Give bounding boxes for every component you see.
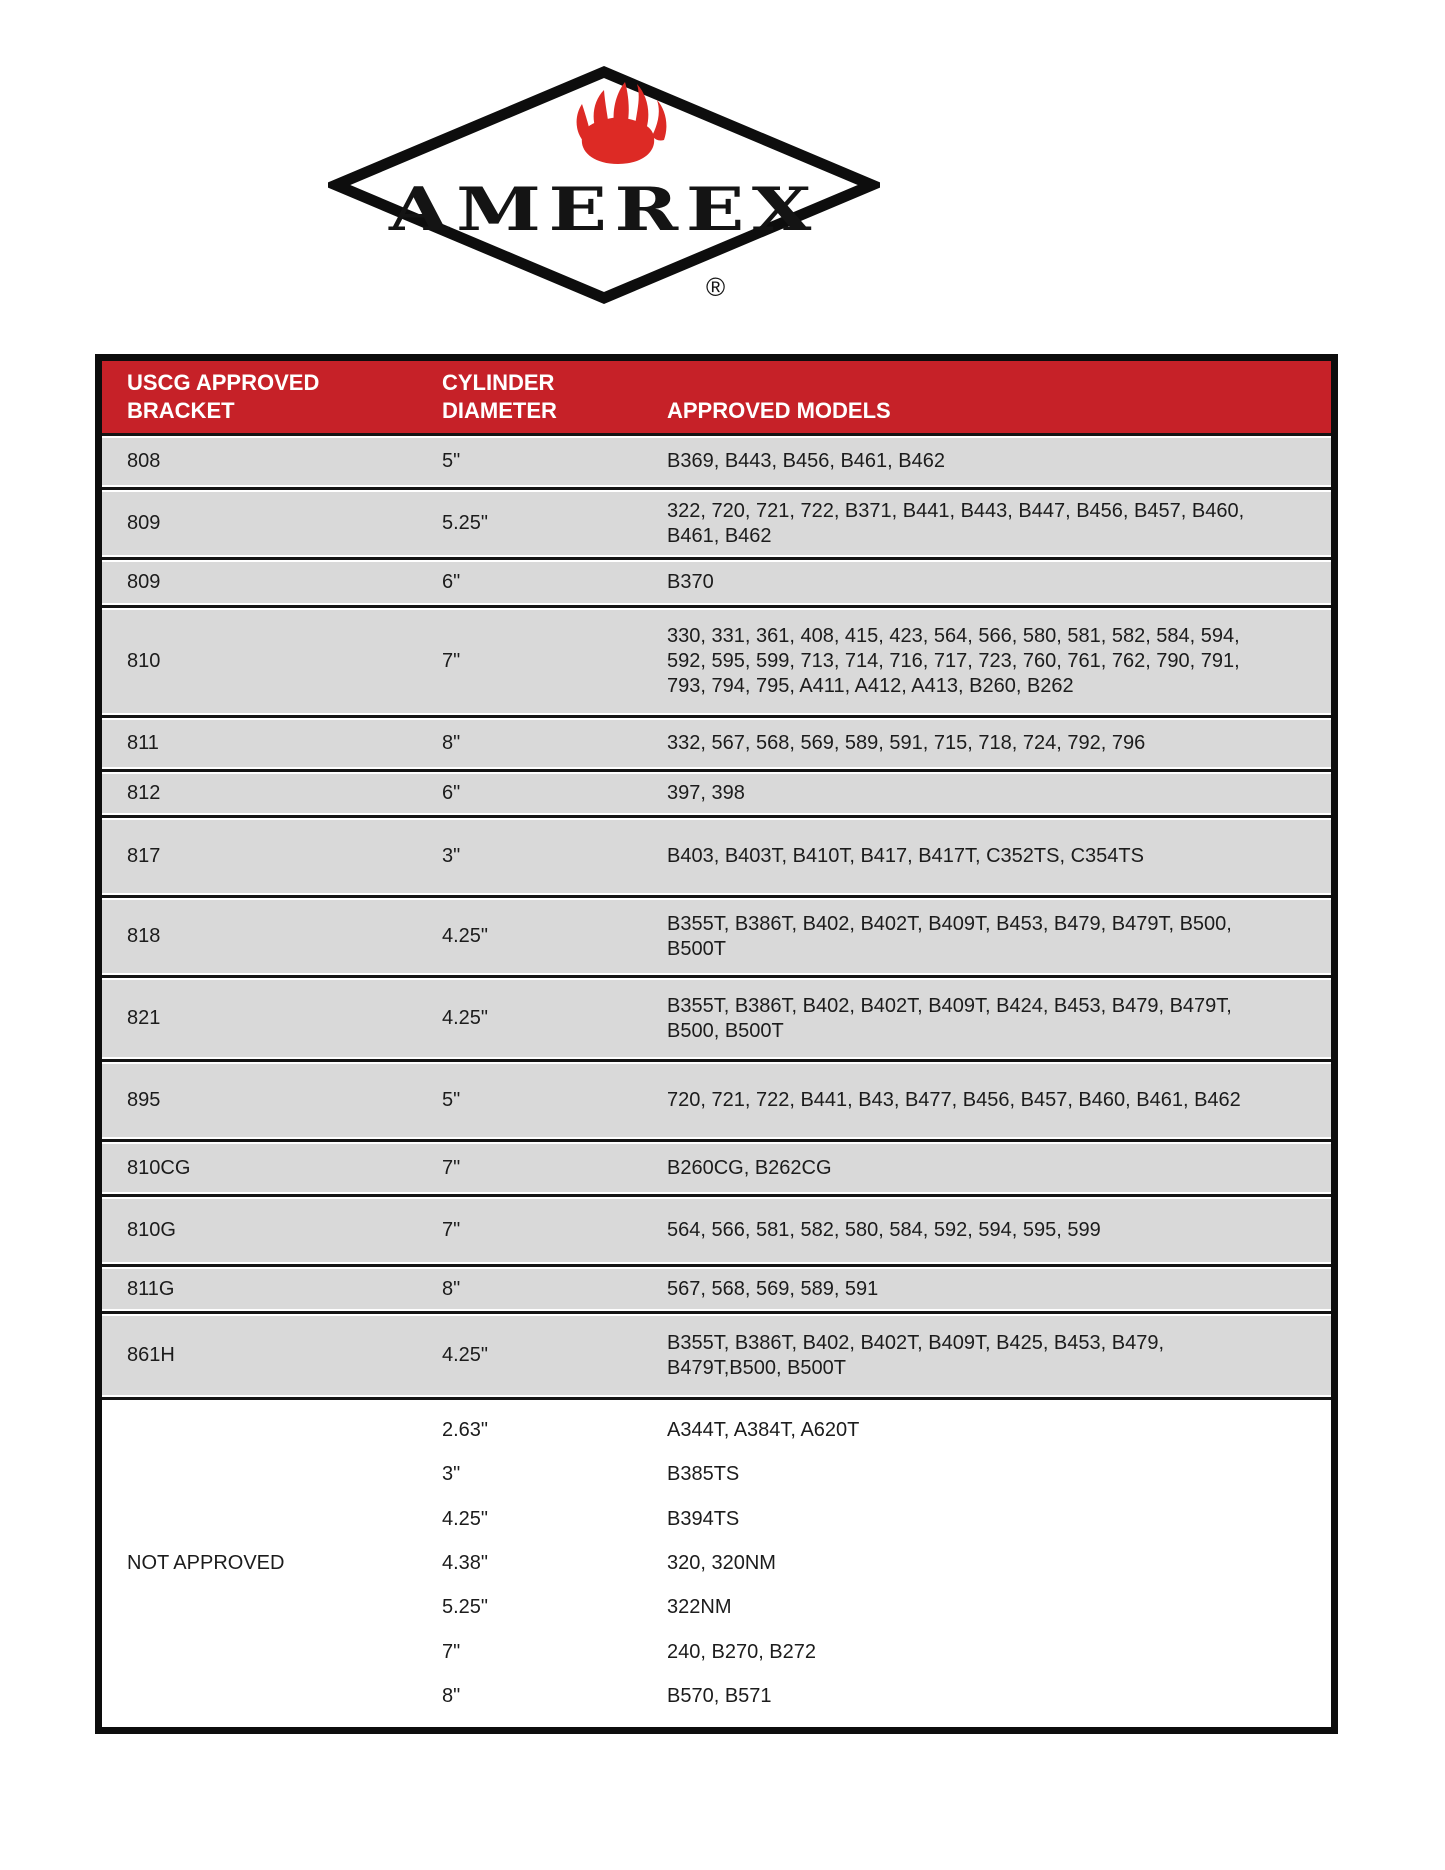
header-bracket-line2: BRACKET	[127, 398, 235, 423]
diameter-cell: 6"	[442, 782, 461, 804]
table-row	[102, 895, 1331, 975]
diameter-cell: 7"	[442, 1156, 461, 1179]
table-body	[102, 433, 1331, 1397]
table-header-row	[102, 361, 1331, 433]
header-diameter	[442, 369, 667, 425]
header-diameter-line1: CYLINDER	[442, 370, 555, 395]
models-cell: B570, B571	[667, 1685, 772, 1708]
diameter-cell: 5"	[442, 1089, 461, 1111]
not-approved-row	[442, 1586, 1331, 1630]
models-cell: 320, 320NM	[667, 1551, 776, 1574]
bracket-cell: 811G	[127, 1277, 175, 1300]
brand-wordmark: AMEREX	[387, 175, 819, 245]
models-cell: B260CG, B262CG	[667, 1156, 832, 1179]
diameter-cell: 4.25"	[442, 1344, 489, 1366]
bracket-cell: 821	[127, 1007, 161, 1029]
models-cell: 330, 331, 361, 408, 415, 423, 564, 566, 580, 581, 582, 584, 594, 592, 595, 599, 713, 714, 716, 717, 723, 760, 761, 762, 790, 791, 793, 794, 795, A411, A412, A413, B260, B262	[667, 625, 1240, 697]
diameter-cell: 5.25"	[442, 512, 489, 534]
not-approved-row	[442, 1497, 1331, 1541]
diameter-cell: 5.25"	[442, 1596, 489, 1619]
not-approved-row	[442, 1408, 1331, 1452]
bracket-cell: 895	[127, 1089, 161, 1111]
not-approved-row	[442, 1675, 1331, 1719]
diameter-cell: 7"	[442, 1640, 461, 1663]
models-cell: B369, B443, B456, B461, B462	[667, 450, 945, 472]
diameter-cell: 4.38"	[442, 1551, 489, 1574]
not-approved-row	[442, 1453, 1331, 1497]
table-row	[102, 769, 1331, 815]
diameter-cell: 4.25"	[442, 925, 489, 947]
models-cell: 720, 721, 722, B441, B43, B477, B456, B457, B460, B461, B462	[667, 1089, 1241, 1111]
registered-mark: ®	[706, 272, 726, 302]
bracket-cell: 809	[127, 571, 161, 593]
table-row	[102, 487, 1331, 557]
models-cell: 397, 398	[667, 782, 745, 804]
table-row	[102, 1194, 1331, 1264]
not-approved-row	[442, 1541, 1331, 1585]
table-row	[102, 605, 1331, 715]
models-cell: 332, 567, 568, 569, 589, 591, 715, 718, 724, 792, 796	[667, 732, 1146, 754]
bracket-cell: 861H	[127, 1344, 175, 1366]
diameter-cell: 5"	[442, 450, 461, 472]
diameter-cell: 2.63"	[442, 1418, 489, 1441]
models-cell: B355T, B386T, B402, B402T, B409T, B424, B453, B479, B479T, B500, B500T	[667, 994, 1232, 1042]
table-row	[102, 1139, 1331, 1194]
models-cell: 564, 566, 581, 582, 580, 584, 592, 594, 595, 599	[667, 1219, 1101, 1241]
models-cell: B394TS	[667, 1507, 740, 1530]
bracket-cell: 810CG	[127, 1156, 191, 1179]
diameter-cell: 3"	[442, 845, 461, 867]
table-row	[102, 1311, 1331, 1397]
table-row	[102, 1264, 1331, 1311]
bracket-cell: 818	[127, 925, 161, 947]
models-cell: 322, 720, 721, 722, B371, B441, B443, B447, B456, B457, B460, B461, B462	[667, 499, 1245, 547]
diameter-cell: 6"	[442, 571, 461, 593]
header-bracket-line1: USCG APPROVED	[127, 370, 320, 395]
bracket-cell: 808	[127, 450, 161, 472]
diameter-cell: 4.25"	[442, 1507, 489, 1530]
models-cell: A344T, A384T, A620T	[667, 1418, 860, 1441]
models-cell: B403, B403T, B410T, B417, B417T, C352TS, C354TS	[667, 845, 1144, 867]
models-cell: B385TS	[667, 1463, 740, 1486]
models-cell: B355T, B386T, B402, B402T, B409T, B453, B479, B479T, B500, B500T	[667, 912, 1232, 960]
table-row	[102, 815, 1331, 895]
not-approved-rows	[442, 1408, 1331, 1719]
models-cell: 240, B270, B272	[667, 1640, 817, 1663]
diameter-cell: 3"	[442, 1463, 461, 1486]
not-approved-row	[442, 1630, 1331, 1674]
table-row	[102, 557, 1331, 605]
models-cell: 322NM	[667, 1596, 732, 1619]
not-approved-label: NOT APPROVED	[127, 1552, 285, 1574]
table-row	[102, 715, 1331, 769]
bracket-cell: 811	[127, 732, 159, 754]
header-models: APPROVED MODELS	[667, 398, 891, 423]
models-cell: 567, 568, 569, 589, 591	[667, 1277, 879, 1300]
header-bracket	[102, 369, 442, 425]
bracket-cell: 810G	[127, 1219, 176, 1241]
diameter-cell: 7"	[442, 650, 461, 672]
amerex-logo	[328, 64, 880, 316]
not-approved-section	[102, 1397, 1331, 1727]
header-diameter-line2: DIAMETER	[442, 398, 557, 423]
diameter-cell: 8"	[442, 1685, 461, 1708]
table-row	[102, 1059, 1331, 1139]
models-cell: B355T, B386T, B402, B402T, B409T, B425, B453, B479, B479T,B500, B500T	[667, 1331, 1165, 1379]
amerex-logo-svg	[328, 64, 880, 316]
bracket-cell: 812	[127, 782, 161, 804]
diameter-cell: 8"	[442, 732, 461, 754]
diameter-cell: 7"	[442, 1219, 461, 1241]
table-row	[102, 975, 1331, 1059]
bracket-table	[95, 354, 1338, 1734]
diameter-cell: 4.25"	[442, 1007, 489, 1029]
models-cell: B370	[667, 571, 714, 593]
bracket-cell: 810	[127, 650, 161, 672]
bracket-cell: 817	[127, 845, 161, 867]
diameter-cell: 8"	[442, 1277, 461, 1300]
bracket-cell: 809	[127, 512, 161, 534]
table-row	[102, 433, 1331, 487]
